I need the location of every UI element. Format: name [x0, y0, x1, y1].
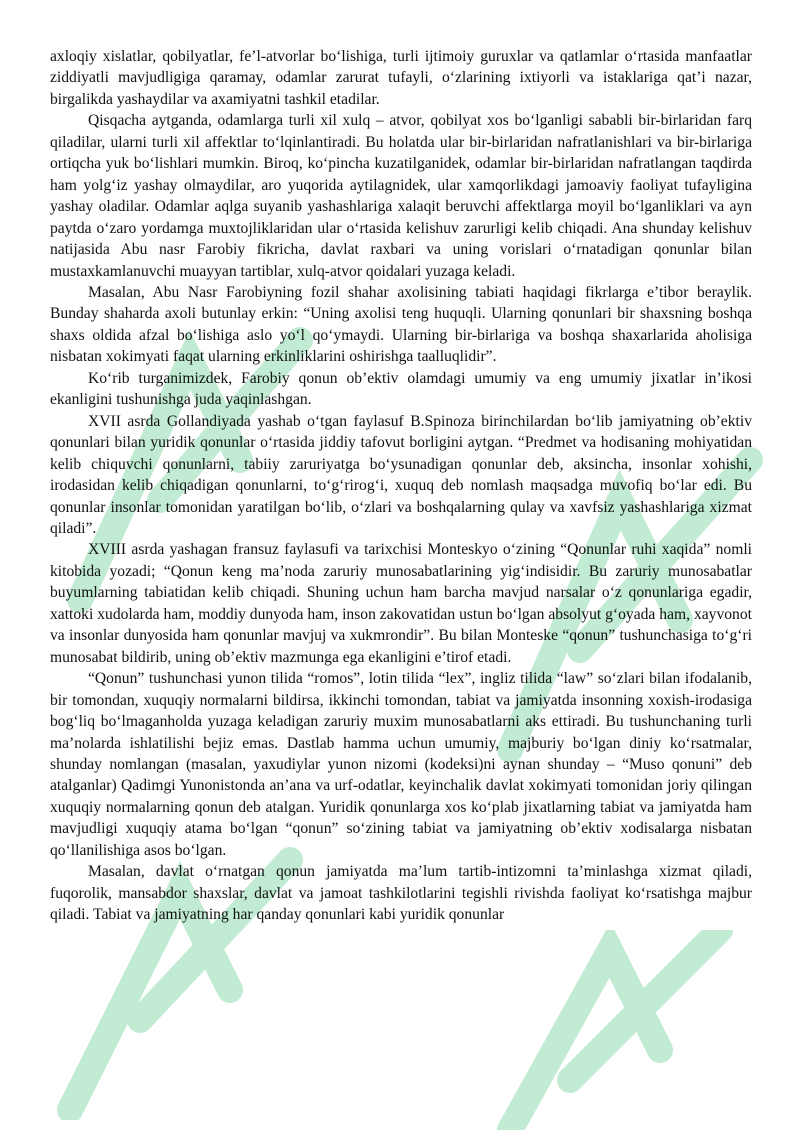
- paragraph: axloqiy xislatlar, qobilyatlar, fe’l-atvorlar bo‘lishiga, turli ijtimoiy guruxlar va qatlamlar o‘rtasida manfaatlar ziddiyatli mavjudligiga qaramay, odamlar zarurat tufayli, o‘zlarining ixtiyorli va istaklariga qat’i nazar, birgalikda yashaydilar va axamiyatni tashkil etadilar.: [50, 48, 752, 108]
- paragraph: Qisqacha aytganda, odamlarga turli xil xulq – atvor, qobilyat xos bo‘lganligi sababli bir-birlaridan farq qiladilar, ularni turli xil affektlar to‘lqinlantiradi. Bu holatda ular bir-birlaridan nafratlanishlari va bir-birlariga ortiqcha yuk bo‘lishlari mumkin. Biroq, ko‘pincha kuzatilganidek, odamlar bir-birlaridan nafratlangan taqdirda ham yolg‘iz yashay olmaydilar, aro yuqorida aytilagnidek, ular xamqorlikdagi jamoaviy faoliyat tufayligina yashay oladilar. Odamlar aqlga suyanib yashashlariga xalaqit beruvchi affektlarga moyil bo‘lganliklari va ayn paytda o‘zaro yordamga muxtojliklaridan ular o‘rtasida kelishuv zarurligi kelib chiqadi. Ana shunday kelishuv natijasida Abu nasr Farobiy fikricha, davlat raxbari va uning vorislari o‘rnatadigan qonunlar bilan mustaxkamlanuvchi muayyan tartiblar, xulq-atvor qoidalari yuzaga keladi.: [50, 112, 752, 280]
- watermark-logo: [480, 930, 780, 1130]
- paragraph: Masalan, Abu Nasr Farobiyning fozil shahar axolisining tabiati haqidagi fikrlarga e’tibor beraylik. Bunday shaharda axoli butunlay erkin: “Uning axolisi teng huquqli. Ularning qonunlari bir shaxsning boshqa shaxs oldida afzal bo‘lishiga aslo yo‘l qo‘ymaydi. Ularning bir-birlariga va boshqa shaxarlarida aholisiga nisbatan xokimyati faqat ularning erkinliklarini oshirishga taalluqlidir”.: [50, 283, 752, 366]
- paragraph: “Qonun” tushunchasi yunon tilida “romos”, lotin tilida “lex”, ingliz tilida “law” so‘zlari bilan ifodalanib, bir tomondan, xuquqiy normalarni bildirsa, ikkinchi tomondan, tabiat va jamiyatda insonning xoxish-irodasiga bog‘liq bo‘lmaganholda yuzaga keladigan zaruriy muxim munosabatlarni aks ettiradi. Bu tushunchaning turli ma’nolarda ishlatilishi bejiz emas. Dastlab hamma uchun umumiy, majburiy bo‘lgan diniy ko‘rsatmalar, shunday nomlangan (masalan, yaxudiylar yunon nizomi (kodeksi)ni aynan shunday – “Muso qonuni” deb atalganlar) Qadimgi Yunonistonda an’ana va urf-odatlar, keyinchalik davlat xokimyati tomonidan joriy qilingan xuquqiy normalarning qonun deb atalgan. Yuridik qonunlarga xos ko‘plab jixatlarning tabiat va jamiyatda ham mavjudligi xuquqiy atama bo‘lgan “qonun” so‘zining tabiat va jamiyatning ob’ektiv xodisalarga nisbatan qo‘llanilishiga asos bo‘lgan.: [50, 670, 752, 859]
- paragraph: Masalan, davlat o‘rnatgan qonun jamiyatda ma’lum tartib-intizomni ta’minlashga xizmat qiladi, fuqorolik, mansabdor shaxslar, davlat va jamoat tashkilotlarini tegishli rivishda faoliyat ko‘rsatishga majbur qiladi. Tabiat va jamiyatning har qanday qonunlari kabi yuridik qonunlar: [50, 863, 752, 924]
- paragraph: Ko‘rib turganimizdek, Farobiy qonun ob’ektiv olamdagi umumiy va eng umumiy jixatlar in’ikosi ekanligini tushunishga juda yaqinlashgan.: [50, 369, 752, 409]
- document-body: [50, 46, 752, 926]
- paragraph: XVII asrda Gollandiyada yashab o‘tgan faylasuf B.Spinoza birinchilardan bo‘lib jamiyatning ob’ektiv qonunlari bilan yuridik qonunlar o‘rtasida jiddiy tafovut borligini aytgan. “Predmet va hodisaning mohiyatidan kelib chiquvchi qonunlarni, tabiiy zaruriyatga bo‘ysunadigan qonunlar deb, aksincha, insonlar xohishi, irodasidan kelib chiqadigan qonunlarni, to‘g‘rirog‘i, xuquq deb nomlash maqsadga muvofiq bo‘lar edi. Bu qonunlar insonlar tomonidan yaratilgan bo‘lib, o‘zlari va boshqalarning qulay va xavfsiz yashashlariga xizmat qiladi”.: [50, 412, 752, 537]
- paragraph: XVIII asrda yashagan fransuz faylasufi va tarixchisi Monteskyo o‘zining “Qonunlar ruhi xaqida” nomli kitobida yozadi; “Qonun keng ma’noda zaruriy munosabatlarining yig‘indisidir. Bu zaruriy munosabatlar buyumlarning tabiatidan kelib chiqadi. Shuning uchun ham barcha mavjud narsalar o‘z qonunlariga egadir, xattoki xudolarda ham, moddiy dunyoda ham, inson zakovatidan ustun bo‘lgan absolyut g‘oyada ham, xayvonot va insonlar dunyosida ham qonunlar mavjuj va xukmrondir”. Bu bilan Monteske “qonun” tushunchasiga to‘g‘ri munosabat bildirib, uning ob’ektiv mazmunga ega ekanligini e’tirof etadi.: [50, 541, 752, 666]
